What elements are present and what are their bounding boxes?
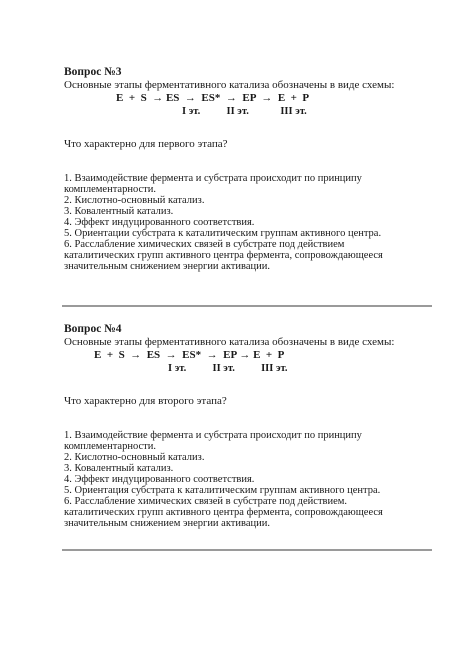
question-title: Вопрос №3 xyxy=(64,66,122,78)
question-intro: Основные этапы ферментативного катализа обозначены в виде схемы: xyxy=(64,79,395,91)
stage-labels: I эт. II эт. III эт. xyxy=(168,363,288,374)
reaction-scheme: E + S → ES → ES* → EP → E + P xyxy=(116,92,310,104)
answer-line: 2. Кислотно-основный катализ. xyxy=(64,452,205,463)
answer-line: 4. Эффект индуцированного соответствия. xyxy=(64,474,255,485)
question-title: Вопрос №4 xyxy=(64,323,122,335)
answer-line: значительным снижением энергии активации. xyxy=(64,261,270,272)
question-text: Что характерно для первого этапа? xyxy=(64,138,228,150)
section-divider xyxy=(62,305,432,307)
answer-line: комплементарности. xyxy=(64,441,156,452)
section-divider xyxy=(62,549,432,551)
answer-line: 5. Ориентации субстрата к каталитическим группам активного центра. xyxy=(64,228,382,239)
answer-line: 6. Расслабление химических связей в субстрате под действием. xyxy=(64,496,348,507)
question-block-3 xyxy=(64,66,424,272)
answer-line: 2. Кислотно-основный катализ. xyxy=(64,195,205,206)
answer-line: 1. Взаимодействие фермента и субстрата происходит по принципу xyxy=(64,430,362,441)
answer-line: 3. Ковалентный катализ. xyxy=(64,206,174,217)
answer-line: каталитических групп активного центра фермента, сопровождающееся xyxy=(64,250,383,261)
question-block-4 xyxy=(64,323,424,529)
answer-line: 6. Расслабление химических связей в субстрате под действием xyxy=(64,239,345,250)
answer-line: 4. Эффект индуцированного соответствия. xyxy=(64,217,255,228)
answer-line: 1. Взаимодействие фермента и субстрата происходит по принципу xyxy=(64,173,362,184)
answer-line: комплементарности. xyxy=(64,184,156,195)
answer-line: 5. Ориентация субстрата к каталитическим группам активного центра. xyxy=(64,485,381,496)
question-intro: Основные этапы ферментативного катализа обозначены в виде схемы: xyxy=(64,336,395,348)
answer-line: 3. Ковалентный катализ. xyxy=(64,463,174,474)
answer-list xyxy=(64,430,424,529)
answer-line: значительным снижением энергии активации. xyxy=(64,518,270,529)
question-text: Что характерно для второго этапа? xyxy=(64,395,227,407)
reaction-scheme: E + S → ES → ES* → EP → E + P xyxy=(94,349,285,361)
stage-labels: I эт. II эт. III эт. xyxy=(182,106,307,117)
answer-line: каталитических групп активного центра фермента, сопровождающееся xyxy=(64,507,383,518)
answer-list xyxy=(64,173,424,272)
